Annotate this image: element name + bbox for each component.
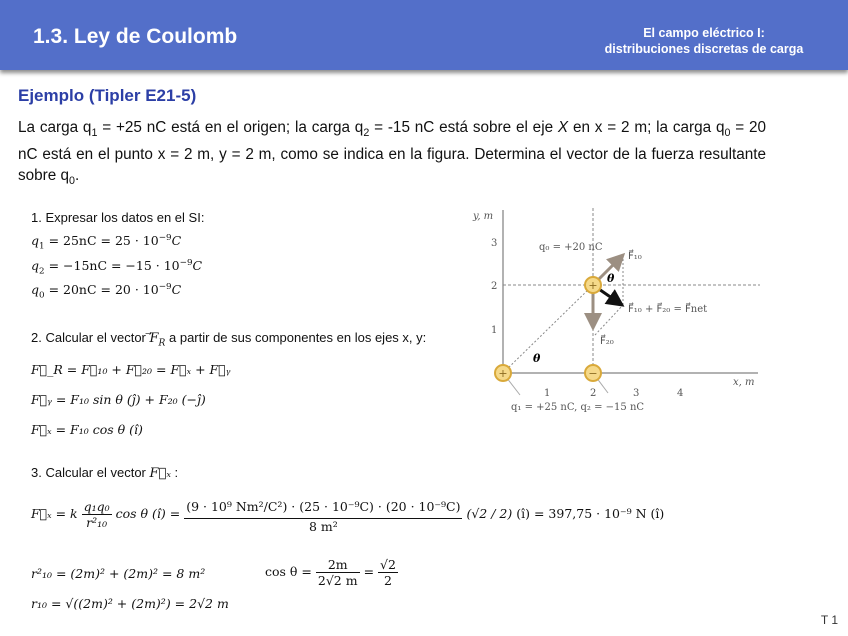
t: q — [31, 282, 40, 298]
eq-q1 — [31, 233, 181, 252]
x-tick: 2 — [590, 388, 597, 399]
guide — [595, 305, 623, 335]
t: = — [363, 564, 375, 579]
eq-fx-calc — [31, 495, 664, 534]
t: 2√2 m — [317, 573, 358, 588]
plus-sign: + — [498, 367, 508, 380]
theta-label: θ — [533, 352, 541, 365]
t: 3. Calcular el vector — [31, 465, 150, 480]
t: cos θ = — [265, 564, 312, 579]
t: 2 — [384, 573, 392, 588]
slide-section — [584, 25, 824, 57]
eq-fr: F⃗_R = F⃗₁₀ + F⃗₂₀ = F⃗ₓ + F⃗ᵧ — [31, 362, 231, 377]
x-tick: 4 — [677, 388, 684, 399]
theta-label: θ — [607, 272, 615, 285]
t: −9 — [179, 258, 193, 268]
eq-fy: F⃗ᵧ = F₁₀ sin θ (ĵ) + F₂₀ (−ĵ) — [31, 392, 206, 407]
x-tick: 3 — [633, 388, 640, 399]
t: = 20nC = 20 · 10 — [44, 282, 159, 298]
text: en x = 2 m; la carga q — [568, 119, 725, 136]
t: r²₁₀ — [86, 515, 108, 530]
eq-fx: F⃗ₓ = F₁₀ cos θ (î) — [31, 422, 143, 437]
charge-q1 — [495, 365, 511, 381]
t: 2m — [316, 557, 360, 573]
t: cos θ (î) = — [115, 506, 181, 521]
t: 2 — [39, 266, 45, 277]
q0-label: q₀ = +20 nC — [539, 242, 603, 253]
t: (√2 / 2) — [466, 506, 513, 521]
charges-label: q₁ = +25 nC, q₂ = −15 nC — [511, 402, 645, 413]
eq-r2: r²₁₀ = (2m)² + (2m)² = 8 m² — [31, 566, 206, 581]
t: F⃗ₓ = k — [31, 506, 78, 521]
slide-title: 1.3. Ley de Coulomb — [33, 25, 238, 48]
coulomb-figure — [470, 205, 770, 420]
text: X — [557, 119, 569, 136]
y-tick: 3 — [491, 238, 498, 249]
step1-label: 1. Expresar los datos en el SI: — [31, 210, 205, 225]
t: −9 — [158, 233, 172, 243]
slide-header — [0, 0, 848, 70]
t: q — [31, 258, 40, 274]
x-tick: 1 — [544, 388, 551, 399]
eq-q2 — [31, 258, 202, 277]
plus-sign: + — [588, 279, 598, 292]
y-tick: 1 — [491, 325, 498, 336]
problem-statement — [18, 117, 766, 192]
r10-line — [503, 285, 593, 373]
t: R — [158, 338, 166, 349]
t: = −15nC = −15 · 10 — [44, 258, 180, 274]
eq-r: r₁₀ = √((2m)² + (2m)²) = 2√2 m — [31, 596, 229, 611]
t: 2. Calcular el vector — [31, 330, 150, 345]
t: F⃗ₓ — [149, 466, 171, 481]
minus-sign: − — [588, 367, 598, 380]
text: = +25 nC está en el origen; la carga q — [97, 119, 364, 136]
t: C — [192, 258, 203, 274]
charge-q2 — [585, 365, 601, 381]
f20-label: F⃗₂₀ — [600, 336, 614, 347]
text: La carga q — [18, 119, 92, 136]
y-tick: 2 — [491, 281, 498, 292]
t: a partir de sus componentes en los ejes x, y: — [165, 330, 427, 345]
text: = 20 nC está en el punto x = 2 m, y = 2 m, como se indica en la figura. Determina el vector de la fuerza resultante sobre q — [18, 119, 766, 185]
t: −9 — [158, 282, 172, 292]
t: C — [171, 282, 182, 298]
t: (î) = 397,75 · 10⁻⁹ N (î) — [516, 506, 665, 521]
eq-cos — [265, 557, 398, 588]
t: q — [31, 233, 40, 249]
page-number: T 1 — [820, 613, 838, 627]
text: . — [74, 167, 80, 185]
t: √2 — [380, 557, 396, 572]
text: = -15 nC está sobre el eje — [369, 119, 558, 136]
f10-label: F⃗₁₀ — [628, 251, 642, 262]
t: (9 · 10⁹ Nm²/C²) · (25 · 10⁻⁹C) · (20 · 10⁻⁹C) — [184, 495, 462, 519]
example-title: Ejemplo (Tipler E21-5) — [18, 86, 197, 105]
text: 2 — [363, 127, 370, 140]
t: q₁q₀ — [83, 499, 110, 514]
x-axis-label: x, m — [733, 377, 755, 388]
eq-q0 — [31, 282, 181, 301]
y-axis-label: y, m — [473, 211, 494, 222]
t: 8 m² — [308, 519, 338, 534]
text: 0 — [69, 175, 75, 188]
charge-q0 — [585, 277, 601, 293]
section-line1: El campo eléctrico I: — [643, 26, 765, 40]
t: F — [149, 331, 159, 346]
section-line2: distribuciones discretas de carga — [604, 42, 804, 56]
step3-label — [31, 465, 178, 481]
text: 0 — [724, 127, 731, 140]
text: 1 — [91, 127, 98, 140]
step2-label — [31, 330, 426, 349]
t: : — [170, 465, 179, 480]
t: 0 — [39, 290, 45, 301]
t: 1 — [39, 241, 45, 252]
fnet-label: F⃗₁₀ + F⃗₂₀ = F⃗net — [628, 304, 708, 315]
t: = 25nC = 25 · 10 — [44, 233, 159, 249]
t: C — [171, 233, 182, 249]
